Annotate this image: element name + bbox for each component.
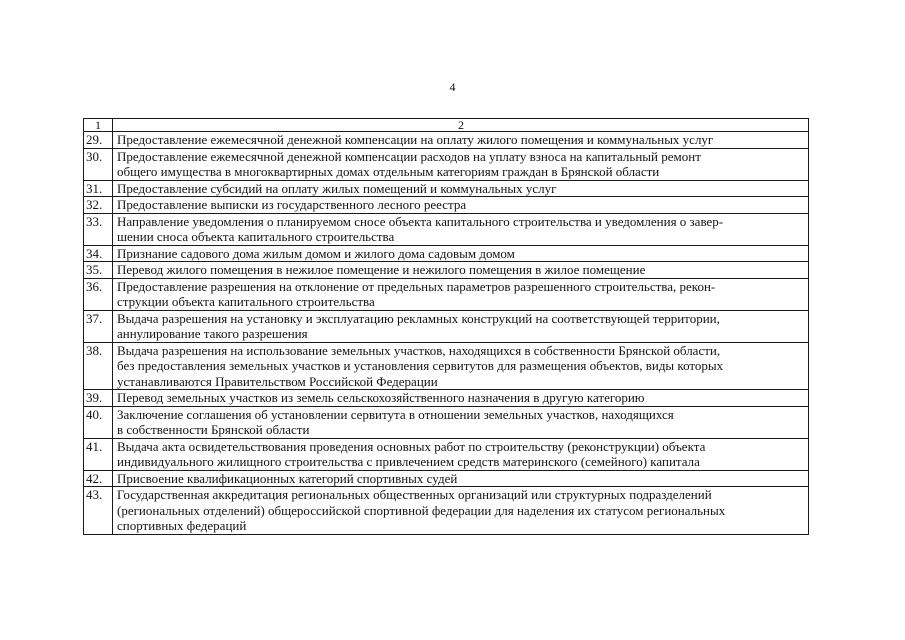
service-name-line: Направление уведомления о планируемом сносе объекта капитального строительства и уведомления о завер-	[117, 213, 724, 229]
services-table	[83, 118, 809, 535]
table-row	[84, 390, 809, 407]
table-row	[84, 180, 809, 197]
service-name-line: в собственности Брянской области	[117, 422, 310, 437]
row-service-name	[113, 470, 809, 487]
service-name-line: Выдача разрешения на установку и эксплуатацию рекламных конструкций на соответствующей территории,	[117, 310, 720, 326]
services-table-body	[84, 119, 809, 535]
table-header-row	[84, 119, 809, 132]
row-service-name	[113, 438, 809, 470]
row-service-name	[113, 180, 809, 197]
row-number: 40.	[84, 406, 113, 438]
service-name-line: Предоставление субсидий на оплату жилых помещений и коммунальных услуг	[117, 180, 557, 196]
service-name-line: без предоставления земельных участков и установления сервитутов для размещения объектов, виды которых	[117, 358, 724, 373]
row-number: 38.	[84, 342, 113, 390]
row-service-name	[113, 310, 809, 342]
row-number: 35.	[84, 262, 113, 279]
row-service-name	[113, 342, 809, 390]
header-col-number: 1	[84, 119, 113, 132]
row-number: 29.	[84, 132, 113, 149]
service-name-line: Признание садового дома жилым домом и жилого дома садовым домом	[117, 245, 515, 261]
row-service-name	[113, 132, 809, 149]
service-name-line: шении сноса объекта капитального строительства	[117, 229, 395, 244]
row-service-name	[113, 262, 809, 279]
service-name-line: Предоставление ежемесячной денежной компенсации расходов на уплату взноса на капитальный ремонт	[117, 148, 701, 164]
row-number: 39.	[84, 390, 113, 407]
service-name-line: индивидуального жилищного строительства с привлечением средств материнского (семейного) капитала	[117, 454, 700, 469]
table-row	[84, 132, 809, 149]
row-number: 37.	[84, 310, 113, 342]
row-number: 30.	[84, 148, 113, 180]
row-number: 34.	[84, 245, 113, 262]
row-number: 36.	[84, 278, 113, 310]
service-name-line: Предоставление разрешения на отклонение от предельных параметров разрешенного строительства, рекон-	[117, 278, 716, 294]
table-row	[84, 342, 809, 390]
row-number: 31.	[84, 180, 113, 197]
service-name-line: Государственная аккредитация региональных общественных организаций или структурных подразделений	[117, 487, 712, 502]
row-service-name	[113, 148, 809, 180]
table-row	[84, 213, 809, 245]
service-name-line: струкции объекта капитального строительства	[117, 294, 375, 309]
service-name-line: Выдача разрешения на использование земельных участков, находящихся в собственности Брянской области,	[117, 342, 721, 358]
row-number: 33.	[84, 213, 113, 245]
service-name-line: аннулирование такого разрешения	[117, 326, 308, 341]
table-row	[84, 310, 809, 342]
service-name-line: Выдача акта освидетельствования проведения основных работ по строительству (реконструкции) объекта	[117, 438, 706, 454]
table-row	[84, 262, 809, 279]
service-name-line: Заключение соглашения об установлении сервитута в отношении земельных участков, находящихся	[117, 406, 674, 422]
row-number: 43.	[84, 487, 113, 535]
service-name-line: Предоставление выписки из государственного лесного реестра	[117, 197, 467, 212]
service-name-line: Перевод земельных участков из земель сельскохозяйственного назначения в другую категорию	[117, 390, 645, 405]
table-row	[84, 148, 809, 180]
service-name-line: спортивных федераций	[117, 518, 247, 533]
service-name-line: общего имущества в многоквартирных домах отдельным категориям граждан в Брянской области	[117, 164, 660, 179]
table-row	[84, 278, 809, 310]
table-row	[84, 406, 809, 438]
service-name-line: Присвоение квалификационных категорий спортивных судей	[117, 470, 458, 486]
row-service-name	[113, 197, 809, 214]
service-name-line: Предоставление ежемесячной денежной компенсации на оплату жилого помещения и коммунальных услуг	[117, 132, 714, 147]
row-service-name	[113, 390, 809, 407]
row-service-name	[113, 278, 809, 310]
table-row	[84, 470, 809, 487]
table-row	[84, 438, 809, 470]
row-service-name	[113, 245, 809, 262]
table-row	[84, 245, 809, 262]
service-name-line: Перевод жилого помещения в нежилое помещение и нежилого помещения в жилое помещение	[117, 262, 646, 277]
table-row	[84, 487, 809, 535]
service-name-line: устанавливаются Правительством Российской Федерации	[117, 373, 438, 389]
header-col-name: 2	[113, 119, 809, 132]
table-row	[84, 197, 809, 214]
row-service-name	[113, 406, 809, 438]
row-number: 32.	[84, 197, 113, 214]
row-service-name	[113, 487, 809, 535]
row-number: 42.	[84, 470, 113, 487]
row-number: 41.	[84, 438, 113, 470]
row-service-name	[113, 213, 809, 245]
service-name-line: (региональных отделений) общероссийской спортивной федерации для наделения их статусом региональных	[117, 502, 726, 518]
page-number: 4	[449, 80, 456, 94]
